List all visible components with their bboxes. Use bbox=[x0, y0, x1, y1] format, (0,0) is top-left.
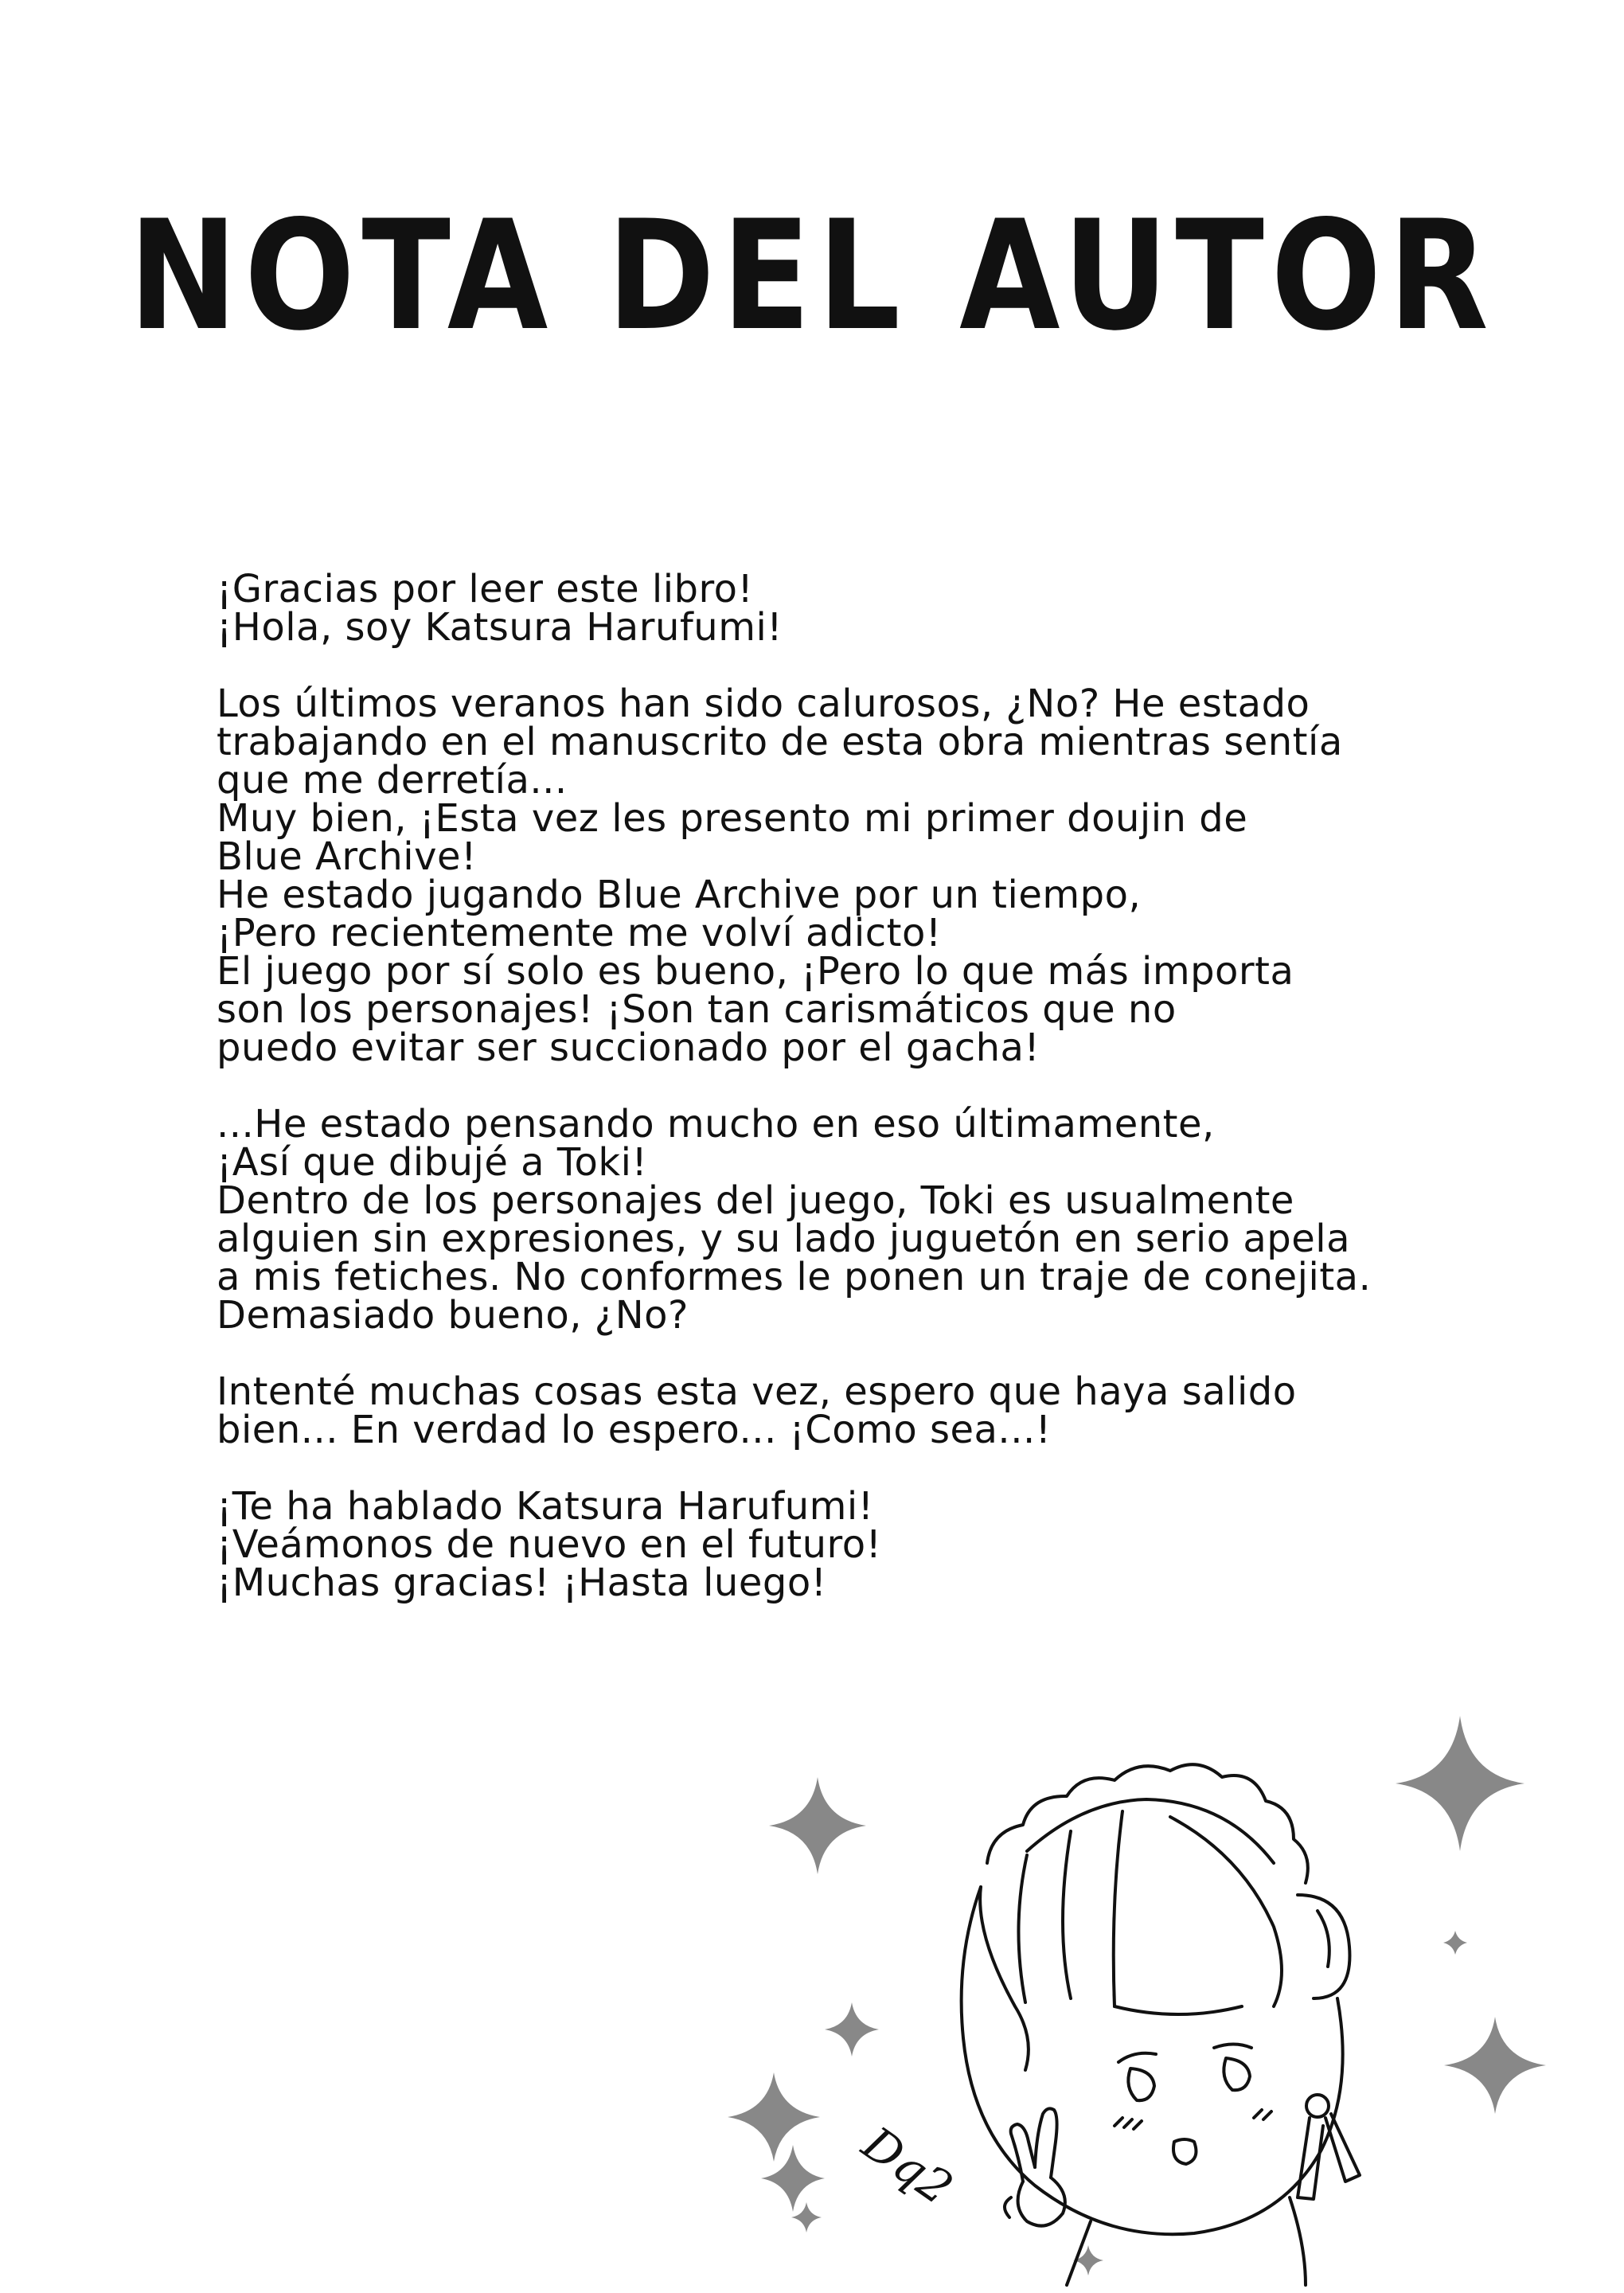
text-line: ¡Pero recientemente me volví adicto! bbox=[217, 911, 942, 955]
sparkle-icon bbox=[1443, 1931, 1467, 1955]
text-line: He estado jugando Blue Archive por un tiempo, bbox=[217, 873, 1142, 917]
text-line: Los últimos veranos han sido calurosos, ¿No? He estado bbox=[217, 682, 1310, 726]
text-line: ¡Veámonos de nuevo en el futuro! bbox=[217, 1522, 882, 1567]
sparkle-icon bbox=[791, 2202, 822, 2232]
text-line: ¡Muchas gracias! ¡Hasta luego! bbox=[217, 1561, 827, 1605]
sparkle-icon bbox=[825, 2002, 879, 2057]
text-line: ¡Así que dibujé a Toki! bbox=[217, 1140, 648, 1185]
text-line: a mis fetiches. No conformes le ponen un traje de conejita. bbox=[217, 1255, 1372, 1299]
paragraph-summer bbox=[217, 682, 1522, 1070]
text-line: alguien sin expresiones, y su lado juguetón en serio apela bbox=[217, 1217, 1351, 1261]
text-line: Demasiado bueno, ¿No? bbox=[217, 1293, 689, 1338]
paragraph-attempt bbox=[217, 1369, 1522, 1452]
toki-chibi-illustration bbox=[685, 1688, 1624, 2293]
text-line: El juego por sí solo es bueno, ¡Pero lo que más importa bbox=[217, 949, 1294, 994]
author-note-body bbox=[217, 567, 1522, 1640]
toki-line-art bbox=[962, 1764, 1360, 2285]
text-line: puedo evitar ser succionado por el gacha! bbox=[217, 1025, 1040, 1070]
text-line: Muy bien, ¡Esta vez les presento mi primer doujin de bbox=[217, 796, 1248, 841]
text-line: son los personajes! ¡Son tan carismáticos que no bbox=[217, 987, 1177, 1032]
paragraph-toki bbox=[217, 1102, 1522, 1338]
text-line: bien... En verdad lo espero... ¡Como sea...! bbox=[217, 1408, 1052, 1452]
sparkle-icon bbox=[728, 2072, 820, 2162]
page-title: NOTA DEL AUTOR bbox=[128, 188, 1496, 364]
sparkle-icon bbox=[1396, 1716, 1524, 1851]
sparkle-icon bbox=[769, 1777, 866, 1874]
text-line: que me derretía... bbox=[217, 758, 568, 803]
signature: Dq2 bbox=[853, 2115, 963, 2216]
text-line: ...He estado pensando mucho en eso últimamente, bbox=[217, 1102, 1215, 1146]
text-line: ¡Hola, soy Katsura Harufumi! bbox=[217, 605, 783, 650]
paragraph-greeting bbox=[217, 567, 1522, 650]
text-line: ¡Te ha hablado Katsura Harufumi! bbox=[217, 1484, 874, 1529]
sparkle-icon bbox=[761, 2145, 825, 2212]
text-line: Blue Archive! bbox=[217, 834, 477, 879]
text-line: Intenté muchas cosas esta vez, espero que haya salido bbox=[217, 1369, 1297, 1414]
text-line: Dentro de los personajes del juego, Toki es usualmente bbox=[217, 1178, 1294, 1223]
text-line: trabajando en el manuscrito de esta obra mientras sentía bbox=[217, 720, 1343, 764]
sparkle-icon bbox=[1444, 2017, 1546, 2114]
paragraph-farewell bbox=[217, 1484, 1522, 1605]
text-line: ¡Gracias por leer este libro! bbox=[217, 567, 754, 611]
